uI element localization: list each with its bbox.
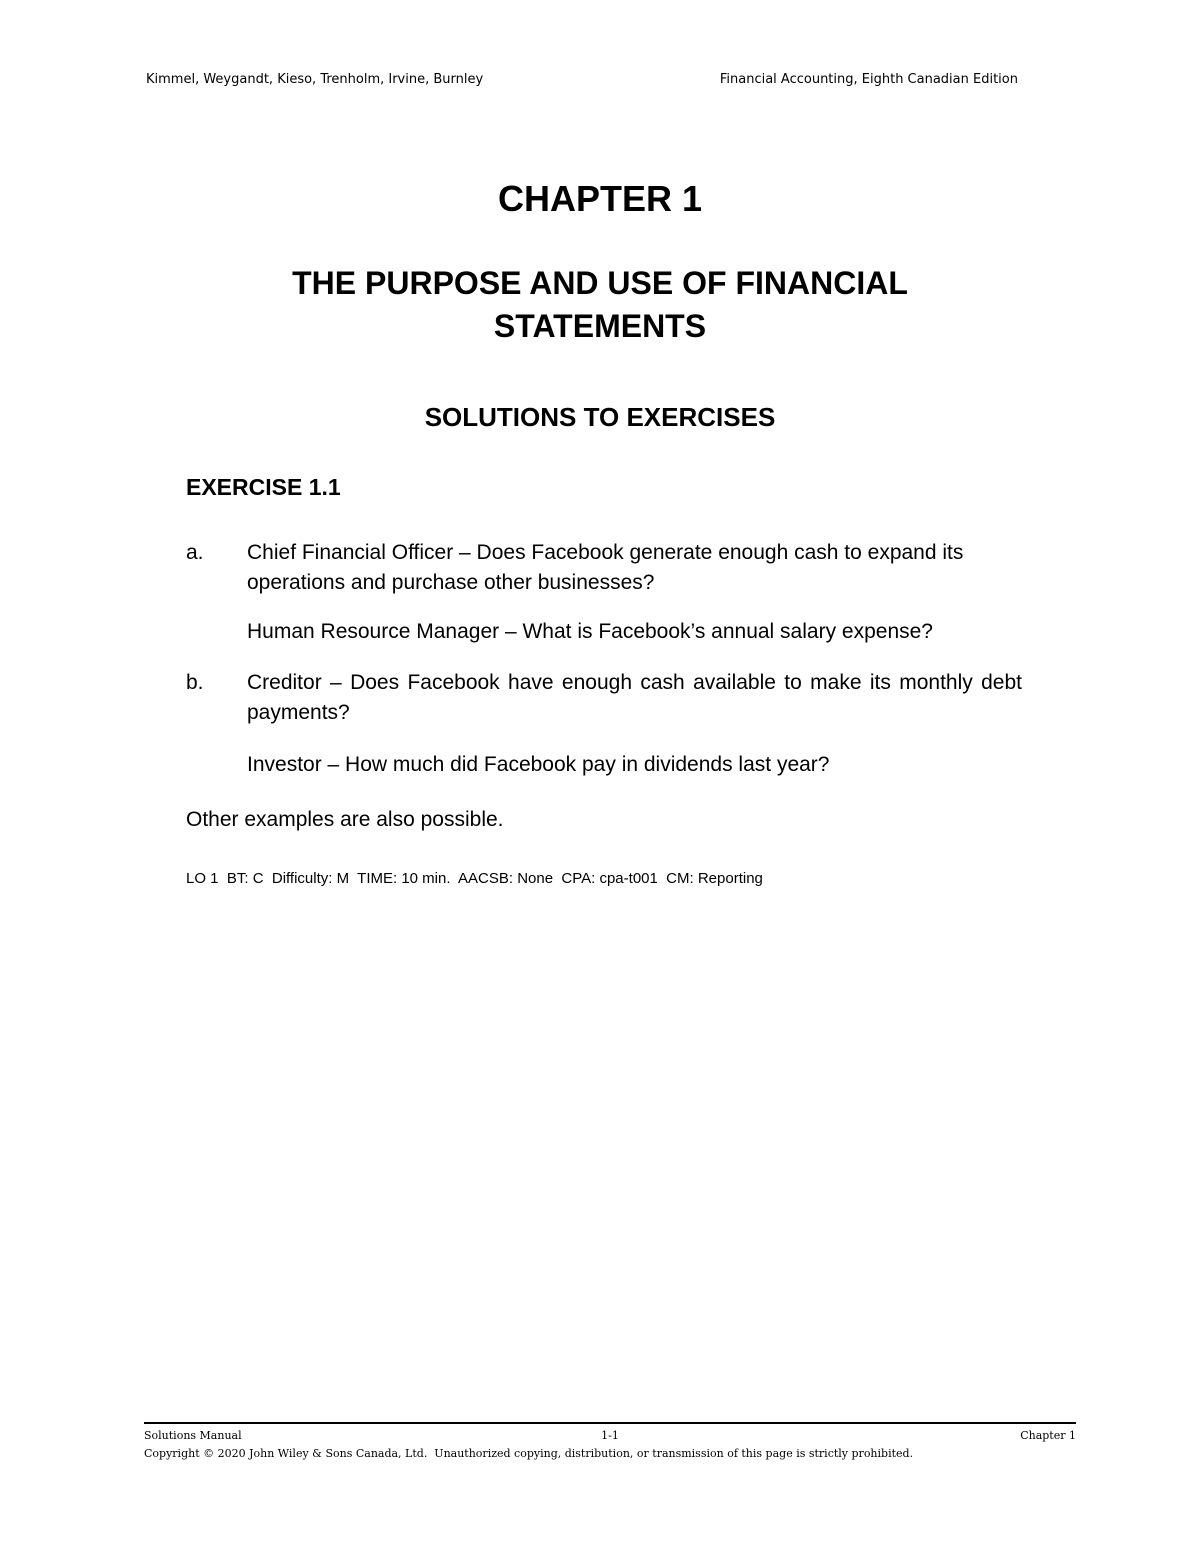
footer-page-number: 1-1 [601, 1429, 619, 1442]
item-b-text: Creditor – Does Facebook have enough cash available to make its monthly debt payments? [247, 671, 1022, 724]
learning-objective-meta: LO 1 BT: C Difficulty: M TIME: 10 min. AACSB: None CPA: cpa-t001 CM: Reporting [186, 870, 763, 887]
item-a-letter: a. [186, 541, 204, 564]
item-b-letter: b. [186, 671, 204, 694]
section-subtitle: SOLUTIONS TO EXERCISES [424, 402, 776, 432]
footer-manual-label: Solutions Manual [144, 1429, 242, 1442]
item-a-subpoint: Human Resource Manager – What is Facebook’s annual salary expense? [247, 620, 933, 643]
exercise-title: EXERCISE 1.1 [186, 474, 341, 500]
main-title [0, 262, 1200, 348]
main-title-line-1: THE PURPOSE AND USE OF FINANCIAL [292, 265, 908, 301]
footer-chapter-label: Chapter 1 [1020, 1429, 1076, 1442]
header-authors: Kimmel, Weygandt, Kieso, Trenholm, Irvine, Burnley [146, 72, 484, 87]
footer-divider [144, 1422, 1076, 1424]
chapter-title: CHAPTER 1 [497, 178, 703, 219]
other-examples-note: Other examples are also possible. [186, 808, 504, 831]
header-book-title: Financial Accounting, Eighth Canadian Edition [719, 72, 1018, 87]
exercise-item-a [186, 538, 1022, 598]
main-title-line-2: STATEMENTS [493, 308, 707, 344]
exercise-item-b [186, 668, 1022, 728]
item-a-text: Chief Financial Officer – Does Facebook generate enough cash to expand its operations and purchase other businesses? [247, 541, 964, 594]
item-b-subpoint: Investor – How much did Facebook pay in dividends last year? [247, 753, 830, 776]
footer-copyright: Copyright © 2020 John Wiley & Sons Canada, Ltd. Unauthorized copying, distribution, or transmission of this page is strictly prohibited. [144, 1447, 914, 1460]
